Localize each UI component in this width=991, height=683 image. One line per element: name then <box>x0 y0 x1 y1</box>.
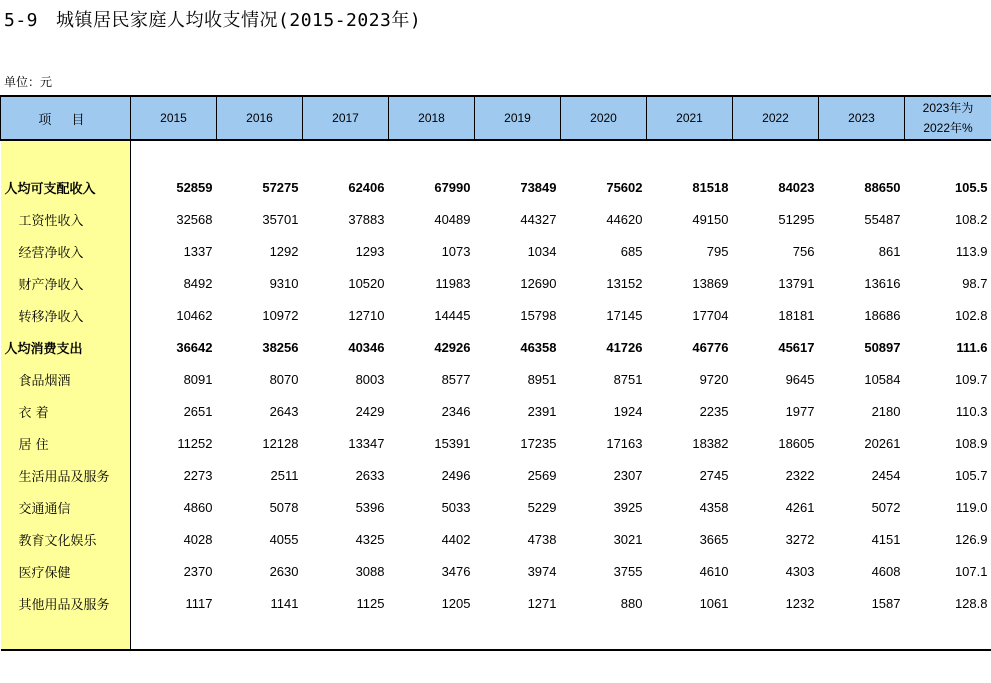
value-cell: 3021 <box>613 531 643 547</box>
value-cell: 2630 <box>269 563 299 579</box>
value-cell: 44620 <box>606 211 643 227</box>
value-cell: 1205 <box>441 595 471 611</box>
value-cell: 81518 <box>692 179 729 195</box>
value-cell: 8091 <box>183 371 213 387</box>
unit-label: 单位：元 <box>4 75 53 89</box>
value-cell: 13616 <box>864 275 901 291</box>
ratio-cell: 113.9 <box>955 243 988 259</box>
header-year: 2018 <box>389 96 475 140</box>
value-cell: 17704 <box>692 307 729 323</box>
value-cell: 1977 <box>785 403 815 419</box>
value-cell: 10462 <box>176 307 213 323</box>
value-cell: 4610 <box>699 563 729 579</box>
value-cell: 2496 <box>441 467 471 483</box>
value-cell: 8492 <box>183 275 213 291</box>
value-cell: 18605 <box>778 435 815 451</box>
table-title: 城镇居民家庭人均收支情况(2015-2023年) <box>56 10 422 31</box>
value-cell: 11252 <box>177 435 213 451</box>
value-cell: 1337 <box>183 243 213 259</box>
value-cell: 62406 <box>348 179 385 195</box>
value-cell: 1117 <box>185 595 213 611</box>
value-cell: 8003 <box>355 371 385 387</box>
table-header-row <box>1 96 991 140</box>
ratio-cell: 126.9 <box>954 531 988 547</box>
ratio-cell: 128.8 <box>954 595 988 611</box>
table-row <box>1 203 991 235</box>
value-cell: 2745 <box>699 467 729 483</box>
value-cell: 13791 <box>778 275 815 291</box>
table-row <box>1 587 991 619</box>
value-cell: 13347 <box>348 435 385 451</box>
value-cell: 861 <box>878 243 901 259</box>
ratio-cell: 109.7 <box>954 371 988 387</box>
value-cell: 5072 <box>871 499 901 515</box>
value-cell: 50897 <box>864 339 901 355</box>
ratio-cell: 108.9 <box>954 435 988 451</box>
value-cell: 37883 <box>348 211 385 227</box>
value-cell: 2569 <box>527 467 557 483</box>
value-cell: 3755 <box>613 563 643 579</box>
value-cell: 1292 <box>269 243 299 259</box>
value-cell: 2454 <box>871 467 901 483</box>
value-cell: 4151 <box>871 531 901 547</box>
header-year: 2022 <box>733 96 819 140</box>
value-cell: 2370 <box>183 563 213 579</box>
table-row <box>1 459 991 491</box>
value-cell: 17145 <box>606 307 643 323</box>
value-cell: 55487 <box>864 211 901 227</box>
value-cell: 3088 <box>355 563 385 579</box>
value-cell: 5078 <box>269 499 299 515</box>
ratio-cell: 108.2 <box>954 211 988 227</box>
value-cell: 1125 <box>356 595 385 611</box>
value-cell: 1232 <box>785 595 815 611</box>
page-title <box>4 6 421 32</box>
value-cell: 41726 <box>606 339 643 355</box>
value-cell: 38256 <box>262 339 299 355</box>
value-cell: 32568 <box>176 211 213 227</box>
value-cell: 52859 <box>176 179 213 195</box>
value-cell: 44327 <box>520 211 557 227</box>
spacer-row <box>1 619 991 650</box>
value-cell: 3665 <box>699 531 729 547</box>
value-cell: 42926 <box>434 339 471 355</box>
value-cell: 4055 <box>269 531 299 547</box>
header-year: 2015 <box>131 96 217 140</box>
value-cell: 1587 <box>871 595 901 611</box>
header-year: 2019 <box>475 96 561 140</box>
value-cell: 46358 <box>520 339 557 355</box>
value-cell: 2633 <box>355 467 385 483</box>
value-cell: 84023 <box>778 179 815 195</box>
value-cell: 12710 <box>348 307 385 323</box>
value-cell: 3272 <box>785 531 815 547</box>
row-label: 医疗保健 <box>1 555 131 587</box>
value-cell: 35701 <box>262 211 299 227</box>
value-cell: 10584 <box>864 371 901 387</box>
value-cell: 2322 <box>785 467 815 483</box>
ratio-cell: 105.5 <box>954 179 988 195</box>
value-cell: 4303 <box>785 563 815 579</box>
value-cell: 3476 <box>441 563 471 579</box>
value-cell: 20261 <box>864 435 901 451</box>
header-item: 项 目 <box>1 96 131 140</box>
value-cell: 4738 <box>527 531 557 547</box>
value-cell: 17235 <box>520 435 557 451</box>
table-row <box>1 171 991 203</box>
row-label: 食品烟酒 <box>1 363 131 395</box>
value-cell: 2346 <box>441 403 471 419</box>
value-cell: 18382 <box>692 435 729 451</box>
ratio-cell: 102.8 <box>954 307 988 323</box>
value-cell: 1924 <box>613 403 643 419</box>
value-cell: 8577 <box>441 371 471 387</box>
header-year: 2017 <box>303 96 389 140</box>
value-cell: 5033 <box>441 499 471 515</box>
value-cell: 2273 <box>183 467 213 483</box>
value-cell: 51295 <box>778 211 815 227</box>
value-cell: 57275 <box>262 179 299 195</box>
value-cell: 2391 <box>527 403 557 419</box>
value-cell: 4402 <box>441 531 471 547</box>
value-cell: 8070 <box>269 371 299 387</box>
table-number: 5-9 <box>4 10 39 31</box>
value-cell: 4261 <box>785 499 815 515</box>
row-label: 财产净收入 <box>1 267 131 299</box>
label-cell <box>1 140 131 171</box>
ratio-cell: 111.6 <box>956 339 988 355</box>
value-cell: 49150 <box>692 211 729 227</box>
header-ratio <box>905 96 991 140</box>
value-cell: 795 <box>706 243 729 259</box>
row-label: 人均可支配收入 <box>1 171 131 203</box>
table-row <box>1 267 991 299</box>
value-cell: 1293 <box>355 243 385 259</box>
value-cell: 2651 <box>183 403 213 419</box>
value-cell: 8951 <box>527 371 557 387</box>
value-cell: 4358 <box>699 499 729 515</box>
value-cell: 18181 <box>778 307 815 323</box>
value-cell: 75602 <box>606 179 643 195</box>
label-cell <box>1 619 131 650</box>
row-label: 教育文化娱乐 <box>1 523 131 555</box>
ratio-cell: 98.7 <box>962 275 988 291</box>
ratio-cell: 105.7 <box>954 467 988 483</box>
row-label: 工资性收入 <box>1 203 131 235</box>
header-year: 2021 <box>647 96 733 140</box>
value-cell: 8751 <box>613 371 643 387</box>
value-cell: 1061 <box>699 595 729 611</box>
row-label: 人均消费支出 <box>1 331 131 363</box>
value-cell: 10972 <box>262 307 299 323</box>
value-cell: 2180 <box>871 403 901 419</box>
value-cell: 2643 <box>269 403 299 419</box>
header-year: 2023 <box>819 96 905 140</box>
value-cell: 5229 <box>527 499 557 515</box>
row-label: 交通通信 <box>1 491 131 523</box>
value-cell: 45617 <box>778 339 815 355</box>
value-cell: 2235 <box>699 403 729 419</box>
value-cell: 1034 <box>527 243 557 259</box>
value-cell: 2307 <box>613 467 643 483</box>
value-cell: 2429 <box>355 403 385 419</box>
row-label: 其他用品及服务 <box>1 587 131 619</box>
table-row <box>1 299 991 331</box>
value-cell: 1271 <box>527 595 557 611</box>
table-row <box>1 555 991 587</box>
row-label: 生活用品及服务 <box>1 459 131 491</box>
header-ratio-line2: 2022年% <box>923 121 973 135</box>
table-row <box>1 427 991 459</box>
value-cell: 73849 <box>520 179 557 195</box>
value-cell: 13869 <box>692 275 729 291</box>
value-cell: 880 <box>620 595 643 611</box>
value-cell: 2511 <box>270 467 299 483</box>
value-cell: 18686 <box>864 307 901 323</box>
value-cell: 5396 <box>355 499 385 515</box>
value-cell: 36642 <box>176 339 213 355</box>
value-cell: 3925 <box>613 499 643 515</box>
table-row <box>1 363 991 395</box>
header-ratio-line1: 2023年为 <box>922 101 974 115</box>
value-cell: 12690 <box>520 275 557 291</box>
table-row <box>1 235 991 267</box>
value-cell: 9720 <box>699 371 729 387</box>
value-cell: 11983 <box>435 275 471 291</box>
value-cell: 685 <box>620 243 643 259</box>
table-row <box>1 395 991 427</box>
value-cell: 4860 <box>183 499 213 515</box>
value-cell: 4325 <box>355 531 385 547</box>
value-cell: 14445 <box>434 307 471 323</box>
value-cell: 756 <box>792 243 815 259</box>
value-cell: 12128 <box>262 435 299 451</box>
value-cell: 15391 <box>434 435 471 451</box>
ratio-cell: 119.0 <box>955 499 988 515</box>
header-year: 2016 <box>217 96 303 140</box>
row-label: 经营净收入 <box>1 235 131 267</box>
value-cell: 9645 <box>785 371 815 387</box>
value-cell: 88650 <box>864 179 901 195</box>
income-expenditure-table <box>0 95 991 651</box>
ratio-cell: 110.3 <box>955 403 988 419</box>
row-label: 转移净收入 <box>1 299 131 331</box>
value-cell: 17163 <box>606 435 643 451</box>
value-cell: 40489 <box>434 211 471 227</box>
value-cell: 4028 <box>183 531 213 547</box>
ratio-cell: 107.1 <box>954 563 988 579</box>
value-cell: 67990 <box>434 179 471 195</box>
value-cell: 46776 <box>692 339 729 355</box>
value-cell: 4608 <box>871 563 901 579</box>
spacer-row <box>1 140 991 171</box>
table-row <box>1 523 991 555</box>
value-cell: 15798 <box>520 307 557 323</box>
header-year: 2020 <box>561 96 647 140</box>
value-cell: 3974 <box>527 563 557 579</box>
table-row <box>1 491 991 523</box>
value-cell: 1141 <box>270 595 299 611</box>
value-cell: 40346 <box>348 339 385 355</box>
row-label: 衣 着 <box>1 395 131 427</box>
row-label: 居 住 <box>1 427 131 459</box>
value-cell: 9310 <box>269 275 299 291</box>
value-cell: 10520 <box>348 275 385 291</box>
value-cell: 1073 <box>441 243 471 259</box>
table-row <box>1 331 991 363</box>
value-cell: 13152 <box>606 275 643 291</box>
